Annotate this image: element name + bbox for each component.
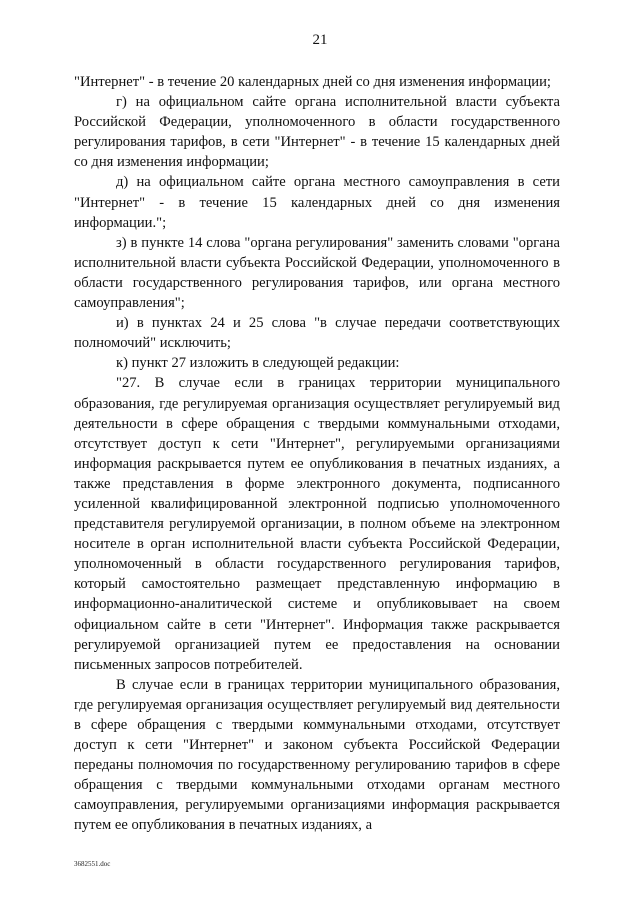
page-number: 21: [312, 32, 328, 48]
paragraph: д) на официальном сайте органа местного самоуправления в сети "Интернет" - в течение 15 календарных дней со дня изменения информации.";: [74, 174, 560, 231]
document-filename-footer: 3682551.doc: [74, 860, 111, 868]
paragraph: к) пункт 27 изложить в следующей редакции:: [116, 355, 400, 372]
paragraph: и) в пунктах 24 и 25 слова "в случае передачи соответствующих полномочий" исключить;: [74, 315, 560, 352]
paragraph: г) на официальном сайте органа исполнительной власти субъекта Российской Федерации, уполномоченного в области государственного регулирования тарифов, в сети "Интернет" - в течение 15 календарных дней со дня изменения информации;: [74, 94, 560, 171]
paragraph: В случае если в границах территории муниципального образования, где регулируемая организация осуществляет регулируемый вид деятельности в сфере обращения с твердыми коммунальными отходами, отсутствует доступ к сети "Интернет" и законом субъекта Российской Федерации переданы полномочия по государственному регулированию тарифов в сфере обращения с твердыми коммунальными отходами органам местного самоуправления, регулируемыми организациями информация раскрывается путем ее опубликования в печатных изданиях, а: [74, 676, 560, 834]
paragraph: "27. В случае если в границах территории муниципального образования, где регулируемая организация осуществляет регулируемый вид деятельности в сфере обращения с твердыми коммунальными отходами, отсутствует доступ к сети "Интернет", регулируемыми организациями информация раскрывается путем ее опубликования в печатных изданиях, а также представления в форме электронного документа, подписанного усиленной квалифицированной электронной подписью уполномоченного представителя регулируемой организации, в полном объеме на электронном носителе в орган исполнительной власти субъекта Российской Федерации, уполномоченный в области государственного регулирования тарифов, который самостоятельно размещает представленную информацию в информационно-аналитической системе и опубликовывает на своем официальном сайте в сети "Интернет". Информация также раскрывается регулируемой организацией путем ее предоставления на основании письменных запросов потребителей.: [74, 375, 560, 673]
paragraph: "Интернет" - в течение 20 календарных дней со дня изменения информации;: [74, 74, 551, 90]
document-body: [74, 72, 560, 836]
paragraph: з) в пункте 14 слова "органа регулирования" заменить словами "органа исполнительной власти субъекта Российской Федерации, уполномоченного в области государственного регулирования тарифов, или органа местного самоуправления";: [74, 234, 560, 312]
